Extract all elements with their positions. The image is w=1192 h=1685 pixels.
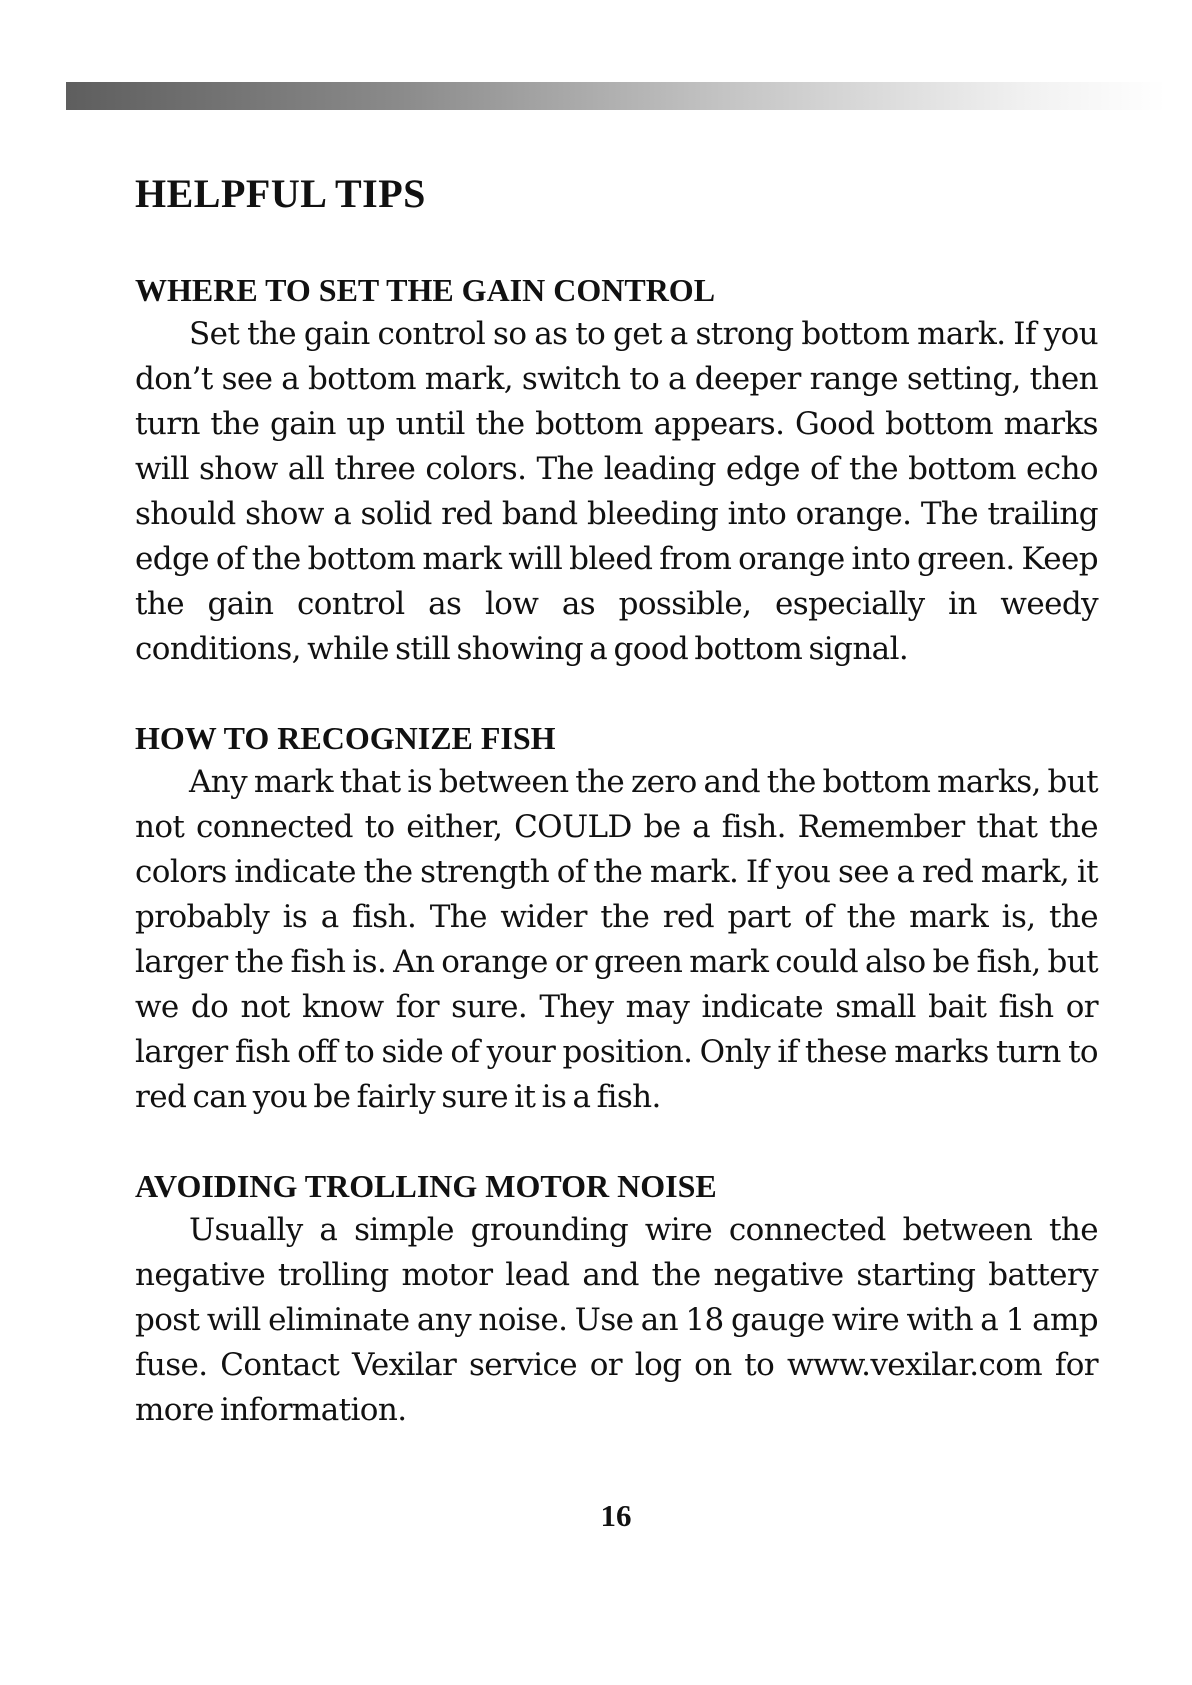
section-trolling-motor-noise: [135, 1164, 1098, 1433]
section-heading: HOW TO RECOGNIZE FISH: [135, 720, 556, 756]
section-gain-control: [135, 268, 1098, 672]
section-paragraph: Set the gain control so as to get a strong bottom mark. If you don’t see a bottom mark, switch to a deeper range setting, then turn the gain up until the bottom appears. Good bottom marks will show all three colors. The leading edge of the bottom echo should show a solid red band bleeding into orange. The trailing edge of the bottom mark will bleed from orange into green. Keep the gain control as low as possible, especially in weedy conditions, while still showing a good bottom signal.: [135, 316, 1098, 667]
page-title: HELPFUL TIPS: [135, 171, 426, 216]
header-gradient-bar: [66, 82, 1166, 110]
section-paragraph: Usually a simple grounding wire connected between the negative trolling motor lead and the negative starting battery post will eliminate any noise. Use an 18 gauge wire with a 1 amp fuse. Contact Vexilar service or log on to www.vexilar.com for more information.: [135, 1212, 1098, 1428]
page-number: 16: [600, 1498, 632, 1533]
section-recognize-fish: [135, 716, 1098, 1120]
section-heading: WHERE TO SET THE GAIN CONTROL: [135, 272, 716, 308]
section-paragraph: Any mark that is between the zero and the bottom marks, but not connected to either, COULD be a fish. Remember that the colors indicate the strength of the mark. If you see a red mark, it probably is a fish. The wider the red part of the mark is, the larger the fish is. An orange or green mark could also be fish, but we do not know for sure. They may indicate small bait fish or larger fish off to side of your position. Only if these marks turn to red can you be fairly sure it is a fish.: [135, 764, 1098, 1115]
page-content: [135, 268, 1098, 1477]
section-heading: AVOIDING TROLLING MOTOR NOISE: [135, 1168, 717, 1204]
